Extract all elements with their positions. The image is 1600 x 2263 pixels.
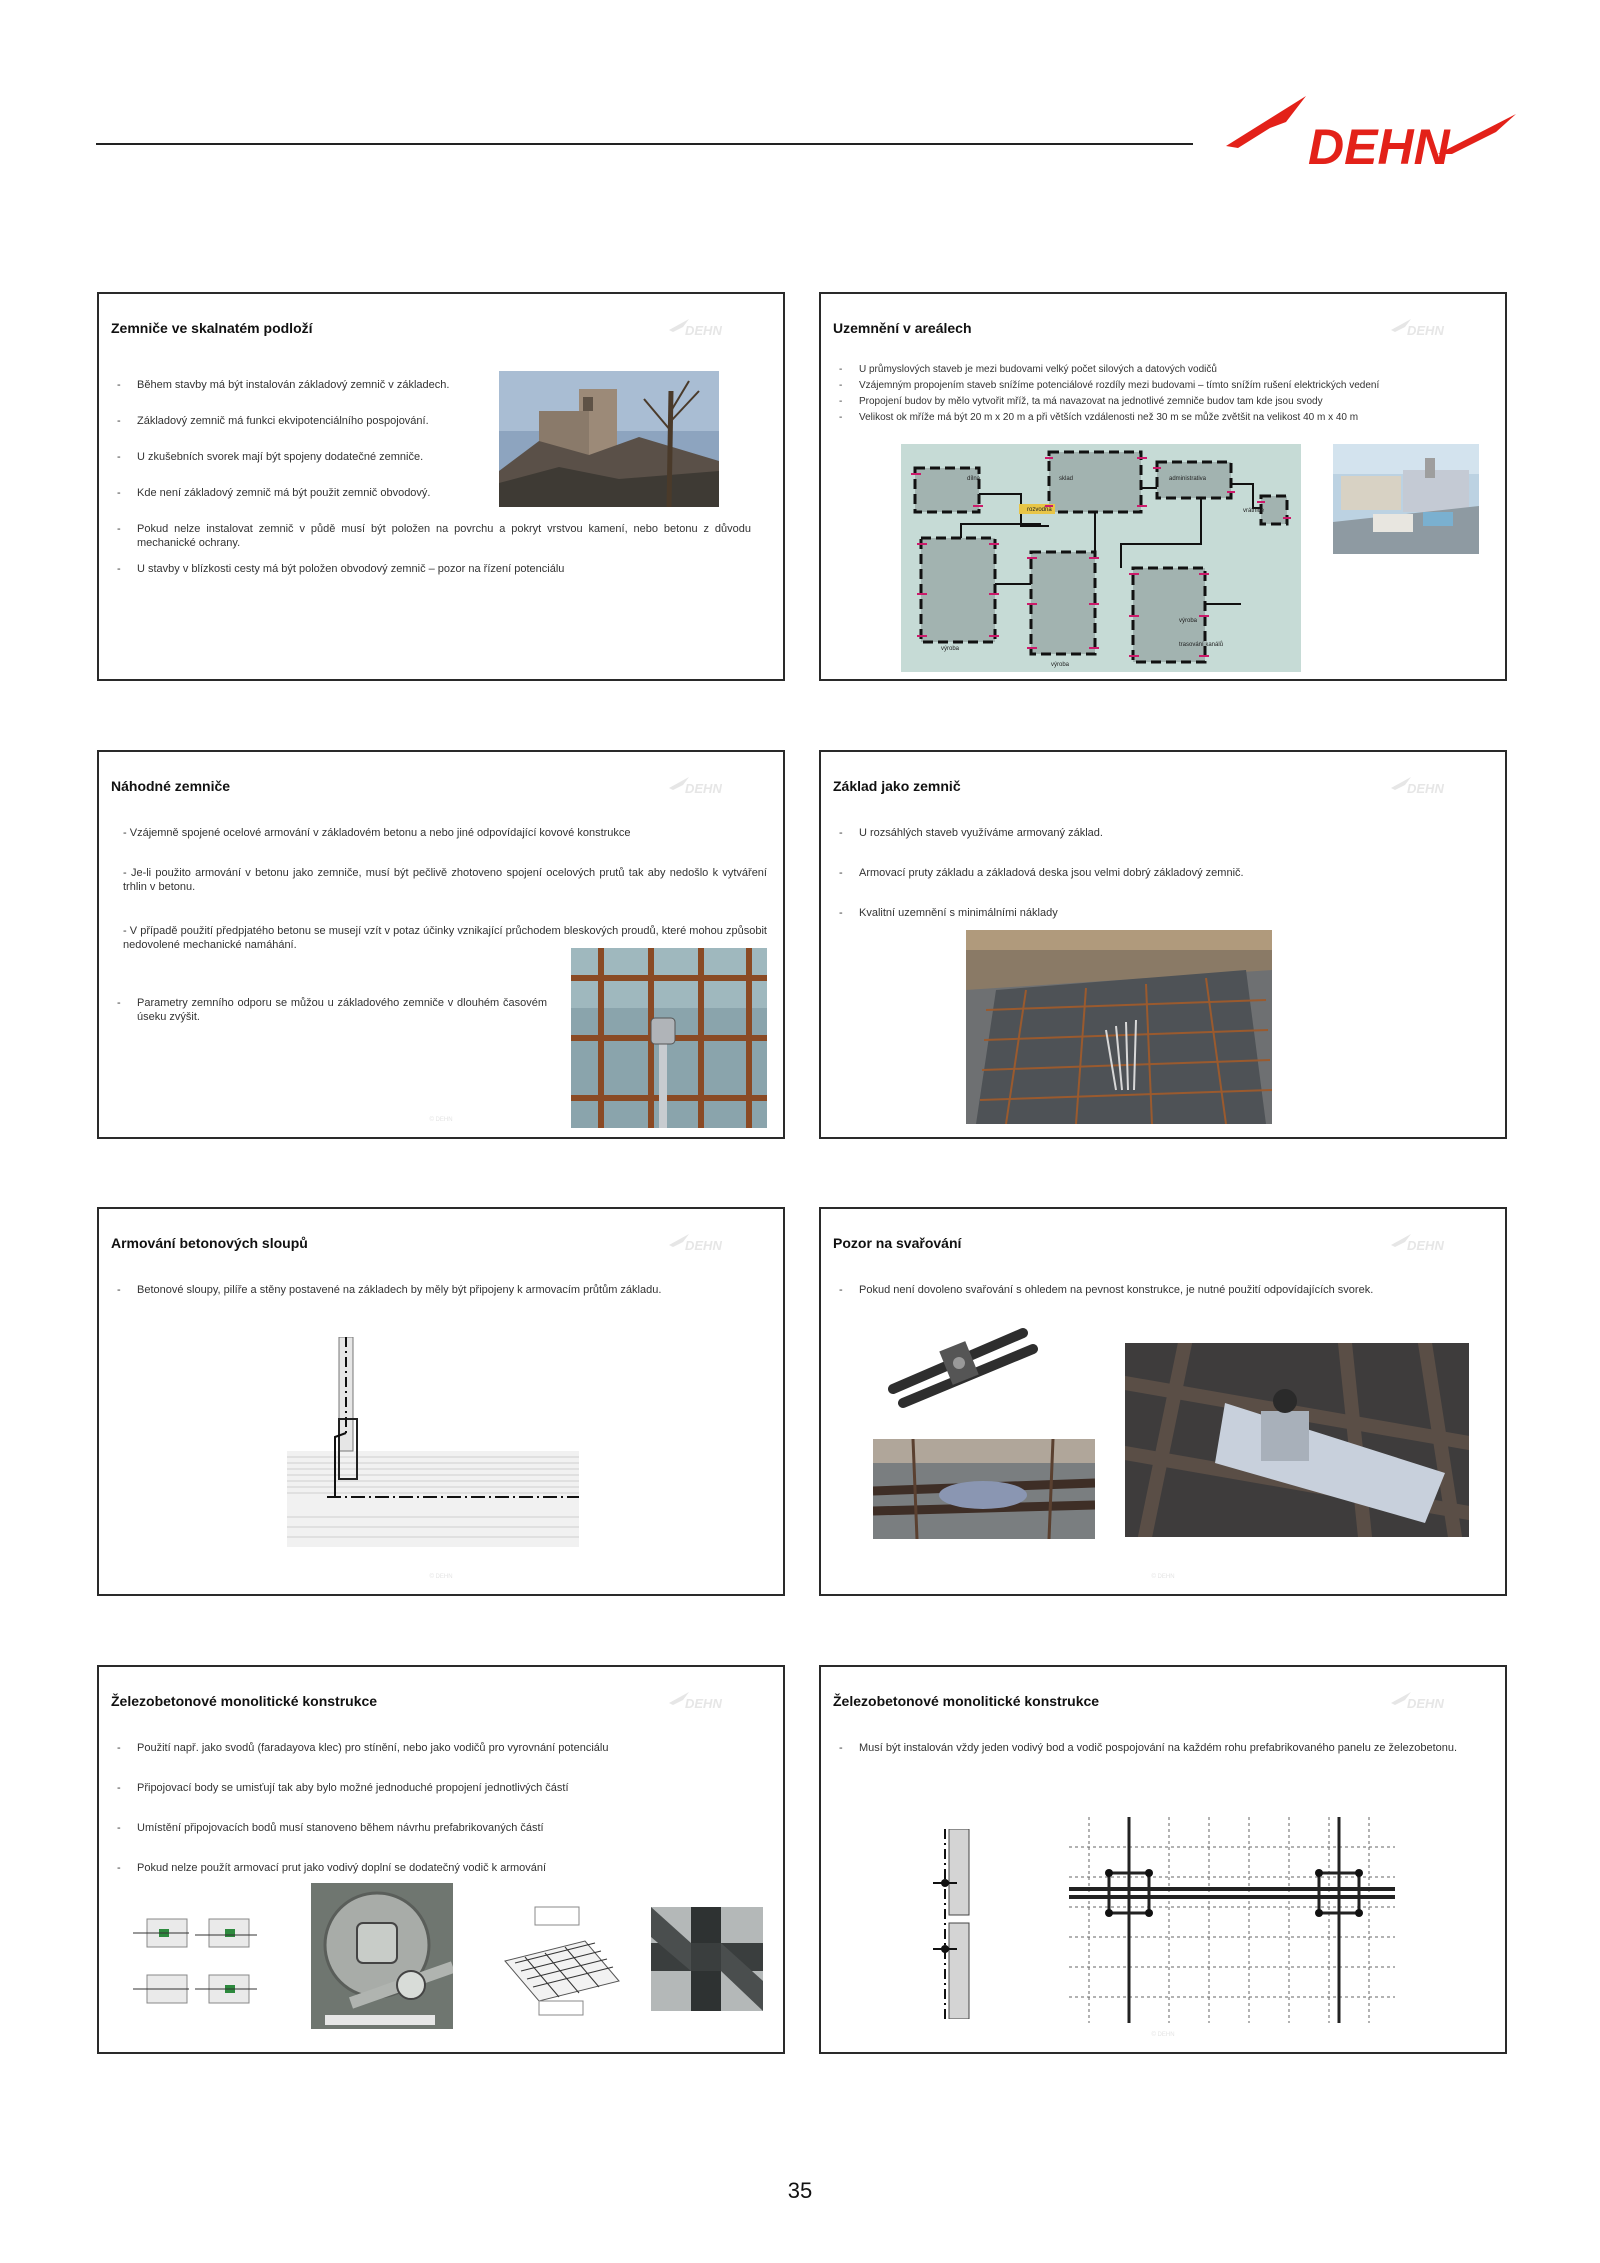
bullet-item: - U zkušebních svorek mají být spojeny dodatečné zemniče. [111,450,511,464]
connection-point-drawings [129,1905,265,2021]
svg-text:DEHN: DEHN [1308,119,1450,172]
slide-title: Základ jako zemnič [833,778,961,794]
slide-monolithic-structures-2 [819,1665,1507,2054]
bullet-item: - U rozsáhlých staveb využíváme armovaný základ. [833,826,1473,840]
bullet-item: - Pokud není dovoleno svařování s ohledem na pevnost konstrukce, je nutné použití odpovídajících svorek. [833,1283,1483,1297]
slide-title: Uzemnění v areálech [833,320,972,336]
slide-monolithic-structures-1 [97,1665,785,2054]
slide-title: Náhodné zemniče [111,778,231,794]
panel-grid-drawing [1069,1817,1395,2023]
bullet-list [833,1283,1483,1297]
paragraph-item: - V případě použití předpjatého betonu se musejí vzít v potaz účinky vznikající průchodem bleskových proudů, které mohou způsobit nedovolené mechanické namáhání. [123,925,767,951]
bullet-item: - Umístění připojovacích bodů musí stanoveno během návrhu prefabrikovaných částí [111,1821,761,1835]
reinforced-frame-photo [651,1907,763,2011]
rebar-clamp-closeup-photo [1125,1343,1469,1537]
site-grounding-diagram [901,444,1301,672]
bullet-item: - Kde není základový zemnič má být použit zemnič obvodový. [111,486,511,500]
dehn-watermark-logo [1391,1231,1469,1253]
slide-welding-caution [819,1207,1507,1596]
paragraph-item: - Je-li použito armování v betonu jako zemniče, musí být pečlivě zhotoveno spojení ocelových prutů tak aby nedošlo k vytváření trhlin v betonu. [123,867,767,893]
bullet-item: - Velikost ok mříže má být 20 m x 20 m a při větších vzdálenosti než 30 m se může zvětšit na velikost 40 m x 40 m [833,410,1483,426]
grid-reinforcement-drawing [495,1901,627,2023]
svg-text:výroba: výroba [1051,662,1070,668]
bullet-item: - Během stavby má být instalován základový zemnič v základech. [111,378,511,392]
column-foundation-drawing [287,1337,579,1547]
bullet-item: - Pokud nelze instalovat zemnič v půdě musí být položen na povrchu a pokryt vrstvou kamení, nebo betonu z důvodu mechanické ochrany. [111,522,751,550]
bullet-item: - Armovací pruty základu a základová deska jsou velmi dobrý základový zemnič. [833,866,1473,880]
dehn-watermark-logo [669,774,747,796]
svg-text:vrátnice: vrátnice [1243,508,1265,514]
bullet-item: - Vzájemným propojením staveb snížíme potenciálové rozdíly mezi budovami – tímto snížím rušení elektrických vedení [833,378,1483,394]
slide-title: Zemniče ve skalnatém podloží [111,320,313,336]
bullet-list [833,826,1473,920]
dehn-watermark-logo [669,316,747,338]
header-rule [96,143,1193,145]
svg-text:DEHN: DEHN [1407,1238,1444,1253]
bullet-item: - U stavby v blízkosti cesty má být položen obvodový zemnič – pozor na řízení potenciálu [111,562,751,576]
slide-title: Pozor na svařování [833,1235,962,1251]
bullet-item: - Musí být instalován vždy jeden vodivý bod a vodič pospojování na každém rohu prefabrikovaného panelu ze železobetonu. [833,1741,1493,1755]
slide-foundation-electrode [819,750,1507,1139]
bullet-item: - Kvalitní uzemnění s minimálními náklady [833,906,1473,920]
svg-text:DEHN: DEHN [685,1238,722,1253]
bullet-list [833,1741,1493,1755]
page-number: 35 [787,2178,813,2203]
copyright-note: © DEHN [429,1574,453,1580]
terminal-product-photo [311,1883,453,2029]
svg-text:sklad: sklad [1059,476,1074,482]
dehn-watermark-logo [1391,316,1469,338]
panel-edge-drawing [919,1829,981,2019]
svg-text:výroba: výroba [1179,618,1198,624]
svg-text:trasování kanálů: trasování kanálů [1179,642,1224,648]
svg-text:rozvodna: rozvodna [1027,507,1052,513]
bullet-item: - Připojovací body se umisťují tak aby bylo možné jednoduché propojení jednotlivých částí [111,1781,761,1795]
bullet-item: - Parametry zemního odporu se můžou u základového zemniče v dlouhém časovém úseku zvýšit. [111,996,547,1024]
slide-natural-electrodes [97,750,785,1139]
foundation-rebar-photo [966,930,1272,1124]
svg-text:DEHN: DEHN [1407,781,1444,796]
slide-title: Armování betonových sloupů [111,1235,308,1251]
welded-rebar-photo [873,1439,1095,1539]
dehn-watermark-logo [1391,774,1469,796]
svg-text:DEHN: DEHN [685,781,722,796]
bullet-item: - U průmyslových staveb je mezi budovami velký počet silových a datových vodičů [833,362,1483,378]
copyright-note: © DEHN [1151,1574,1175,1580]
bullet-list [111,1283,761,1297]
slide-rocky-ground-electrodes [97,292,785,681]
svg-text:DEHN: DEHN [1407,1696,1444,1711]
slide-title: Železobetonové monolitické konstrukce [833,1693,1100,1709]
bullet-list [833,362,1483,426]
paragraph-item: - Vzájemně spojené ocelové armování v základovém betonu a nebo jiné odpovídající kovové konstrukce [123,827,631,839]
svg-text:administrativa: administrativa [1169,476,1207,482]
dehn-watermark-logo [1391,1689,1469,1711]
dehn-watermark-logo [669,1231,747,1253]
bullet-list-wide [111,522,751,576]
svg-text:dílna: dílna [967,476,981,482]
bullet-item: - Použití např. jako svodů (faradayova klec) pro stínění, nebo jako vodičů pro vyrovnání potenciálu [111,1741,761,1755]
bullet-item: - Pokud nelze použít armovací prut jako vodivý doplní se dodatečný vodič k armování [111,1861,761,1875]
slide-column-reinforcement [97,1207,785,1596]
svg-text:DEHN: DEHN [685,323,722,338]
bullet-item: - Základový zemnič má funkci ekvipotenciálního pospojování. [111,414,511,428]
slide-area-grounding [819,292,1507,681]
svg-text:DEHN: DEHN [1407,323,1444,338]
bullet-list [111,1741,761,1875]
clamp-product-photo [873,1311,1043,1421]
copyright-note: © DEHN [1151,2032,1175,2038]
svg-text:DEHN: DEHN [685,1696,722,1711]
svg-text:výroba: výroba [941,646,960,652]
slide-title: Železobetonové monolitické konstrukce [111,1693,378,1709]
copyright-note: © DEHN [429,1117,453,1123]
bullet-item: - Betonové sloupy, pilíře a stěny postavené na základech by měly být připojeny k armovacím průtům základu. [111,1283,761,1297]
bullet-item: - Propojení budov by mělo vytvořit mříž, ta má navazovat na jednotlivé zemniče budov tam kde jsou svody [833,394,1483,410]
dehn-logo [1226,92,1516,172]
industrial-site-photo [1333,444,1479,554]
bullet-list [111,996,547,1024]
bullet-list [111,378,511,522]
dehn-watermark-logo [669,1689,747,1711]
castle-rock-photo [499,371,719,507]
rebar-clamp-photo [571,948,767,1128]
